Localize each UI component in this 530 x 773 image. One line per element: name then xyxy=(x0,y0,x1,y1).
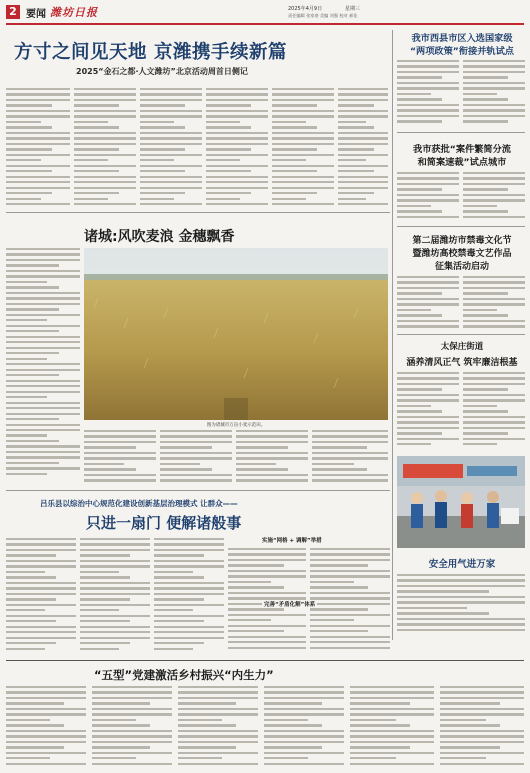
top-story-col-5 xyxy=(272,88,334,208)
bottom-story-divider xyxy=(6,490,390,491)
masthead-logo: 潍坊日报 xyxy=(50,6,98,19)
bottom-story-subhead-2: 完善“矛盾化解”体系 xyxy=(264,602,316,608)
right-story-4-kicker: 太保庄街道 xyxy=(440,342,484,352)
column-divider xyxy=(392,30,393,640)
right-story-4-body-b xyxy=(463,372,525,452)
bottom-story-col-1 xyxy=(6,538,76,654)
feature-col-b xyxy=(160,430,232,484)
right-story-4-headline: 涵养清风正气 筑牢廉洁根基 xyxy=(406,358,518,368)
bottom-story-kicker: 吕乐县以综治中心规范化建设创新基层治理模式 让群众—— xyxy=(40,499,238,508)
right-story-1-head-line-2: “两项政策”衔接并轨试点 xyxy=(410,46,514,57)
feature-left-col xyxy=(6,248,80,480)
bottom-story-subhead: 实施“网格 + 调解”举措 xyxy=(262,538,322,544)
right-story-1-body-b xyxy=(463,60,525,128)
feature-col-a xyxy=(84,430,156,484)
top-story-col-6 xyxy=(338,88,388,208)
right-divider-2 xyxy=(397,226,525,227)
bottom-band-col-5 xyxy=(350,686,434,770)
top-story-col-1 xyxy=(6,88,70,208)
right-divider-3 xyxy=(397,334,525,335)
top-story-col-4 xyxy=(206,88,268,208)
bottom-band-divider xyxy=(6,660,524,661)
right-story-5-body xyxy=(397,574,525,634)
bottom-band-headline: “五型”党建激活乡村振兴“内生力” xyxy=(94,668,274,682)
bottom-band-col-4 xyxy=(264,686,344,770)
right-story-1-body-a xyxy=(397,60,459,128)
right-story-2-body-a xyxy=(397,172,459,222)
right-story-3-body-b xyxy=(463,276,525,330)
right-story-2-head-line-1: 我市获批“案件繁简分流 xyxy=(413,144,511,155)
right-story-2-head-line-2: 和简案速裁”试点城市 xyxy=(417,157,507,168)
bottom-story-col-5 xyxy=(310,548,390,654)
issue-weekday: 星期三 xyxy=(345,6,361,12)
right-story-3-head-line-2: 暨潍坊高校禁毒文艺作品 xyxy=(412,249,512,259)
feature-col-d xyxy=(312,430,388,484)
editors-line: 责任编辑 张家豪 美编 刘强 校对 郝佳 xyxy=(288,13,358,18)
bottom-band-col-1 xyxy=(6,686,86,770)
top-story-col-3 xyxy=(140,88,202,208)
right-story-3-body-a xyxy=(397,276,459,330)
right-story-4-body-a xyxy=(397,372,459,452)
issue-date: 2025年4月9日 xyxy=(288,6,323,12)
gas-safety-photo xyxy=(397,456,525,548)
right-story-3-head-line-3: 征集活动启动 xyxy=(434,262,489,272)
feature-col-c xyxy=(236,430,308,484)
right-story-5-headline: 安全用气进万家 xyxy=(428,559,496,570)
right-divider-1 xyxy=(397,132,525,133)
bottom-band-col-6 xyxy=(440,686,524,770)
feature-top-divider xyxy=(6,212,390,213)
bottom-story-col-3 xyxy=(154,538,224,654)
top-story-headline: 方寸之间见天地 京潍携手续新篇 xyxy=(14,42,287,63)
masthead xyxy=(0,0,530,24)
bottom-story-col-2 xyxy=(80,538,150,654)
top-story-subheadline: 2025“金石之都·人文潍坊”北京活动周首日侧记 xyxy=(76,67,248,76)
right-story-3-head-line-1: 第二届潍坊市禁毒文化节 xyxy=(412,236,512,246)
masthead-divider xyxy=(6,23,524,25)
bottom-story-headline: 只进一扇门 便解诸般事 xyxy=(86,514,242,532)
top-story-col-2 xyxy=(74,88,136,208)
page-number: 2 xyxy=(6,5,20,19)
bottom-band-col-2 xyxy=(92,686,172,770)
right-story-1-head-line-1: 我市西县市区入选国家级 xyxy=(411,33,513,44)
wheat-photo-caption: 图为诸城市万亩小麦示范田。 xyxy=(206,423,266,428)
bottom-band-col-3 xyxy=(178,686,258,770)
right-story-2-body-b xyxy=(463,172,525,222)
wheat-field-photo xyxy=(84,248,388,420)
section-name: 要闻 xyxy=(26,9,46,20)
feature-headline: 诸城:风吹麦浪 金穗飘香 xyxy=(84,229,235,245)
